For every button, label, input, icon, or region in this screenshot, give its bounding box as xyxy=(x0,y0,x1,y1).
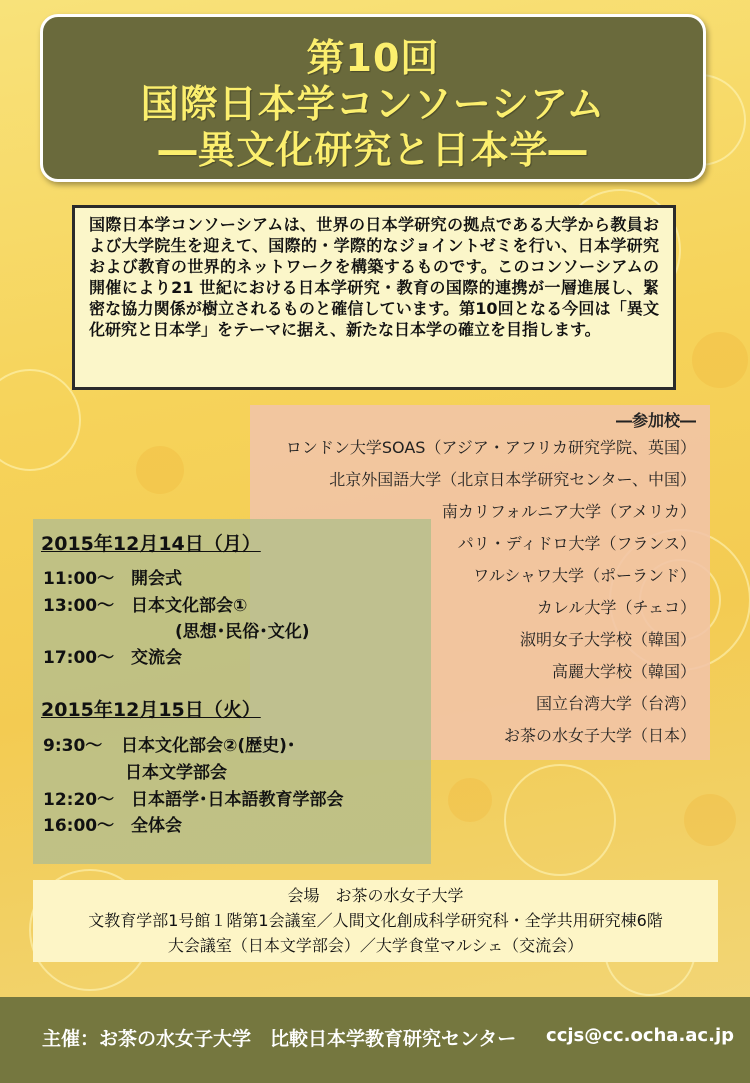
day2-date: 2015年12月15日（火） xyxy=(41,699,261,721)
school-item: カレル大学（チェコ） xyxy=(536,598,696,617)
day2-event-time: 12:20～ xyxy=(43,790,115,810)
day2-event-label: 日本文学部会 xyxy=(125,763,227,783)
day1-event-label: 交流会 xyxy=(131,648,182,668)
school-item: 淑明女子大学校（韓国） xyxy=(519,630,696,649)
day1-event-time: 13:00～ xyxy=(43,596,115,616)
title-subtitle: ―異文化研究と日本学― xyxy=(158,128,588,172)
schedule-panel xyxy=(33,519,431,864)
school-item: お茶の水女子大学（日本） xyxy=(503,726,696,745)
venue-extra: 大会議室（日本文学部会）／大学食堂マルシェ（交流会） xyxy=(167,936,584,955)
school-item: 北京外国語大学（北京日本学研究センター、中国） xyxy=(329,470,696,489)
school-item: 南カリフォルニア大学（アメリカ） xyxy=(441,502,696,521)
venue-box xyxy=(33,880,718,962)
day1-event-time: 17:00～ xyxy=(43,648,115,668)
title-banner xyxy=(40,14,706,182)
school-item: ワルシャワ大学（ポーランド） xyxy=(473,566,696,585)
day1-event-label: 日本文化部会① xyxy=(131,596,248,616)
venue-name: 会場 お茶の水女子大学 xyxy=(287,886,464,905)
title-main: 国際日本学コンソーシアム xyxy=(140,82,606,126)
school-item: ロンドン大学SOAS（アジア・アフリカ研究学院、英国） xyxy=(285,438,696,457)
day2-event-label: 全体会 xyxy=(131,816,182,836)
day1-event-time: 11:00～ xyxy=(43,569,115,589)
contact-email[interactable]: ccjs@cc.ocha.ac.jp xyxy=(546,1025,734,1046)
intro-text: 国際日本学コンソーシアムは、世界の日本学研究の拠点である大学から教員および大学院生を迎えて、国際的・学際的なジョイントゼミを行い、日本学研究および教育の世界的ネットワークを構築するものです。このコンソーシアムの開催により21 世紀における日本学研究・教育の国際的連携が一層進展し、緊密な協力関係が樹立されるものと確信しています。第10回となる今回は「異文化研究と日本学」をテーマに据え、新たな日本学の確立を目指します。 xyxy=(72,205,676,390)
venue-room: 文教育学部1号館１階第1会議室／人間文化創成科学研究科・全学共用研究棟6階 xyxy=(88,911,663,930)
school-item: 高麗大学校（韓国） xyxy=(551,662,696,681)
school-item: 国立台湾大学（台湾） xyxy=(535,694,696,713)
day2-event-time: 16:00～ xyxy=(43,816,115,836)
day2-event-time: 9:30～ xyxy=(43,736,103,756)
title-edition: 第10回 xyxy=(306,36,440,80)
day1-date: 2015年12月14日（月） xyxy=(41,533,261,555)
schools-heading: ―参加校― xyxy=(615,411,696,430)
day1-event-label: (思想･民俗･文化) xyxy=(175,622,310,642)
organizer-text: 主催：お茶の水女子大学 比較日本学教育研究センター xyxy=(42,1028,517,1050)
day2-event-label: 日本語学･日本語教育学部会 xyxy=(131,790,344,810)
day1-event-label: 開会式 xyxy=(131,569,182,589)
day2-event-label: 日本文化部会②(歴史)･ xyxy=(121,736,296,756)
footer-bar xyxy=(0,997,750,1083)
school-item: パリ・ディドロ大学（フランス） xyxy=(457,534,696,553)
